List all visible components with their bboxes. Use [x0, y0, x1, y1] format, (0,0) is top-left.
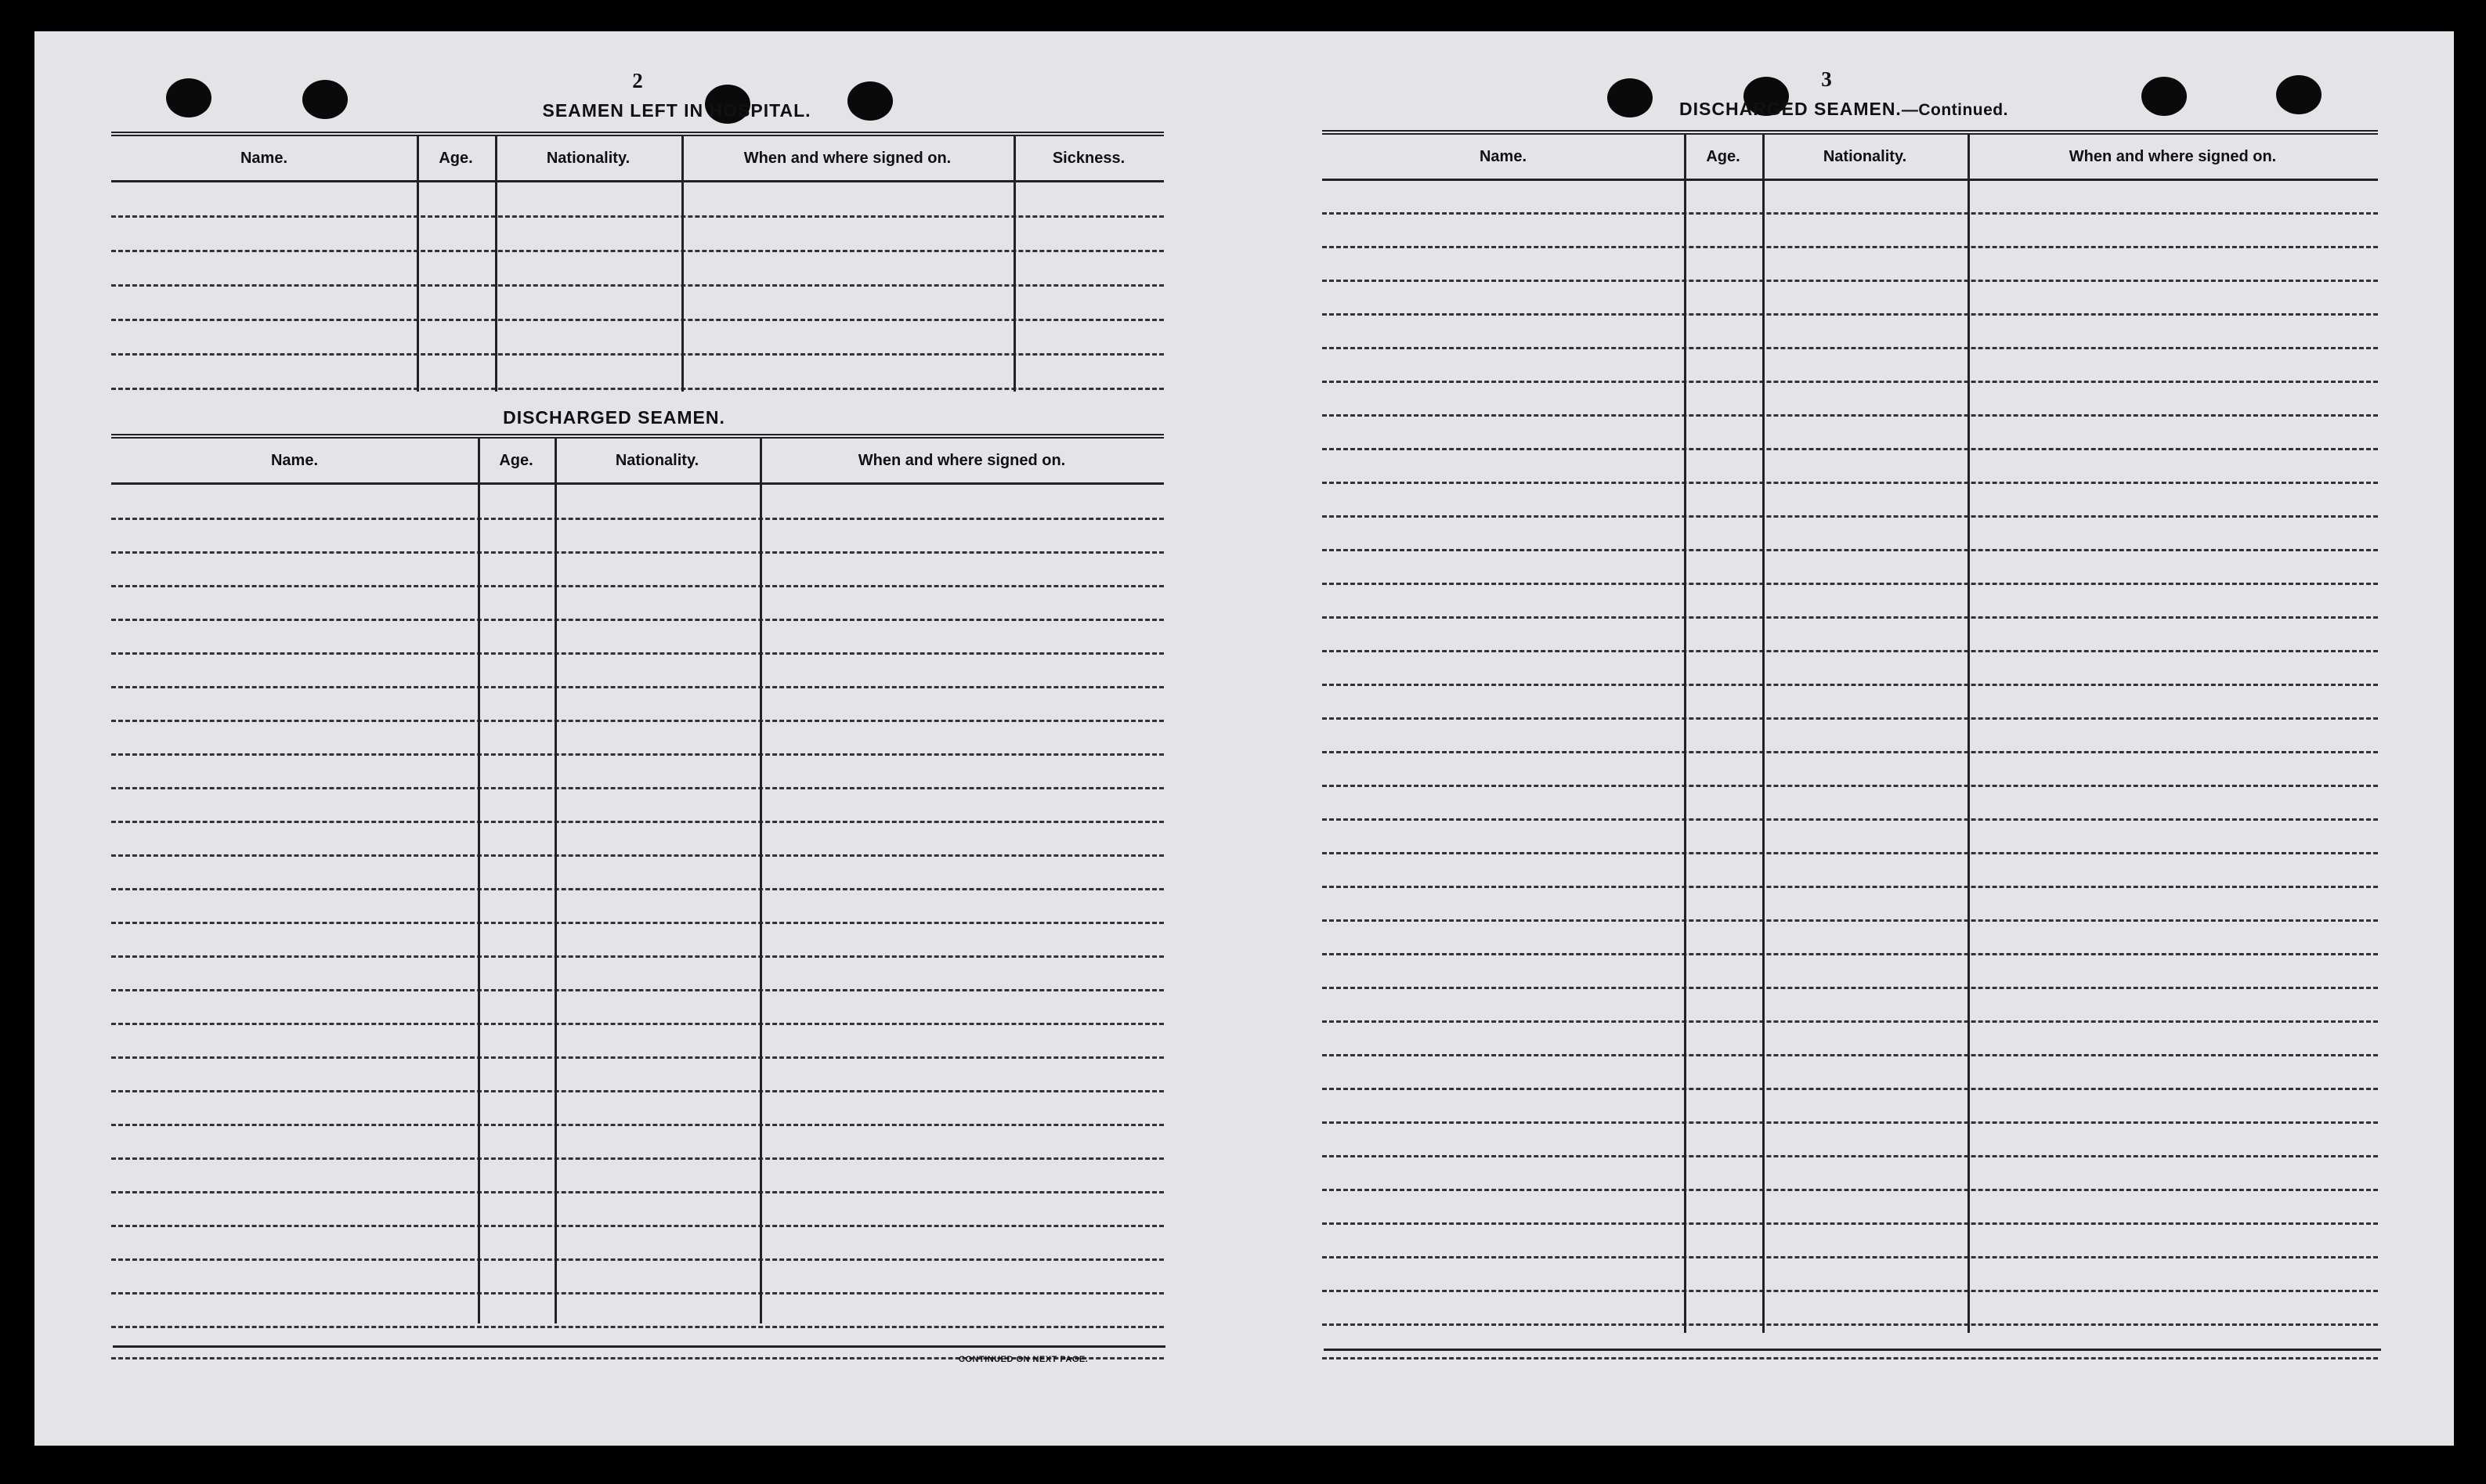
table-row	[1322, 1155, 2378, 1157]
table-row	[1322, 347, 2378, 349]
section-title-hospital: SEAMEN LEFT IN HOSPITAL.	[542, 100, 811, 121]
page-number: 2	[632, 69, 643, 92]
col-header-signed-on: When and where signed on.	[743, 150, 952, 167]
table-row	[1322, 751, 2378, 753]
column-divider	[1684, 135, 1686, 1333]
table-body	[111, 182, 1164, 394]
table-header	[111, 439, 1164, 485]
table-row	[111, 686, 1164, 688]
bottom-rule	[113, 1345, 1165, 1348]
table-row	[1322, 1088, 2378, 1090]
section-title-discharged: DISCHARGED SEAMEN.	[503, 407, 725, 428]
table-row	[111, 1191, 1164, 1193]
table-row	[111, 250, 1164, 252]
punch-hole	[2276, 75, 2322, 114]
continued-note: CONTINUED ON NEXT PAGE.	[959, 1355, 1089, 1364]
table-row	[1322, 246, 2378, 248]
table-row	[1322, 1323, 2378, 1326]
table-row	[1322, 684, 2378, 686]
table-row	[1322, 953, 2378, 955]
discharged-table	[111, 434, 1164, 1370]
column-divider	[495, 136, 497, 392]
page-number: 3	[1821, 67, 1832, 91]
punch-hole	[2141, 77, 2187, 116]
table-row	[1322, 280, 2378, 282]
table-row	[111, 215, 1164, 218]
column-divider	[478, 439, 480, 1323]
col-header-name: Name.	[1479, 148, 1527, 165]
table-row	[1322, 717, 2378, 720]
table-row	[1322, 1357, 2378, 1359]
table-row	[111, 585, 1164, 587]
table-row	[1322, 583, 2378, 585]
table-header	[1322, 135, 2378, 181]
col-header-signed-on: When and where signed on.	[858, 452, 1066, 469]
table-row	[1322, 212, 2378, 215]
table-row	[1322, 381, 2378, 383]
table-row	[1322, 1256, 2378, 1258]
table-row	[1322, 1222, 2378, 1225]
column-divider	[1762, 135, 1765, 1333]
table-header	[111, 136, 1164, 182]
table-row	[111, 353, 1164, 356]
col-header-nationality: Nationality.	[615, 452, 699, 469]
table-row	[1322, 515, 2378, 518]
col-header-age: Age.	[499, 452, 533, 469]
table-row	[1322, 1020, 2378, 1023]
column-divider	[555, 439, 557, 1323]
table-row	[1322, 852, 2378, 854]
table-row	[1322, 549, 2378, 551]
table-row	[111, 1023, 1164, 1025]
table-row	[111, 989, 1164, 991]
section-title-discharged-continued	[1601, 99, 2087, 120]
table-row	[111, 1292, 1164, 1294]
table-row	[111, 1225, 1164, 1227]
table-row	[111, 888, 1164, 890]
table-row	[111, 619, 1164, 621]
col-header-age: Age.	[1706, 148, 1740, 165]
table-row	[111, 1326, 1164, 1328]
table-row	[111, 854, 1164, 857]
table-row	[111, 787, 1164, 789]
table-row	[1322, 886, 2378, 888]
table-row	[1322, 1054, 2378, 1056]
discharged-continued-table	[1322, 130, 2378, 1379]
record-sheet	[34, 31, 2454, 1446]
col-header-nationality: Nationality.	[1823, 148, 1907, 165]
table-row	[1322, 448, 2378, 450]
table-row	[111, 551, 1164, 554]
table-body	[111, 485, 1164, 1370]
col-header-age: Age.	[439, 150, 473, 167]
table-row	[111, 1258, 1164, 1261]
col-header-name: Name.	[240, 150, 288, 167]
column-divider	[681, 136, 684, 392]
col-header-sickness: Sickness.	[1052, 150, 1126, 167]
section-title-suffix: —Continued.	[1901, 101, 2008, 119]
table-row	[111, 955, 1164, 958]
table-row	[111, 518, 1164, 520]
table-row	[111, 922, 1164, 924]
table-row	[1322, 1290, 2378, 1292]
table-row	[1322, 414, 2378, 417]
table-row	[1322, 987, 2378, 989]
bottom-rule	[1324, 1349, 2381, 1351]
table-row	[111, 284, 1164, 287]
table-row	[111, 1090, 1164, 1092]
col-header-signed-on: When and where signed on.	[2069, 148, 2277, 165]
table-row	[111, 1157, 1164, 1160]
table-row	[1322, 818, 2378, 821]
table-row	[1322, 482, 2378, 484]
table-row	[111, 388, 1164, 390]
table-row	[1322, 650, 2378, 652]
punch-hole	[166, 78, 211, 117]
table-row	[111, 1124, 1164, 1126]
table-row	[1322, 1121, 2378, 1124]
column-divider	[760, 439, 762, 1323]
table-row	[1322, 919, 2378, 922]
table-row	[1322, 616, 2378, 619]
column-divider	[1014, 136, 1016, 392]
column-divider	[1967, 135, 1970, 1333]
col-header-nationality: Nationality.	[546, 150, 631, 167]
table-row	[111, 753, 1164, 756]
table-row	[111, 821, 1164, 823]
table-body	[1322, 181, 2378, 1379]
table-row	[1322, 785, 2378, 787]
table-row	[111, 652, 1164, 655]
column-divider	[417, 136, 419, 392]
table-row	[111, 720, 1164, 722]
hospital-table	[111, 132, 1164, 394]
col-header-name: Name.	[270, 452, 319, 469]
table-row	[1322, 313, 2378, 316]
section-title-text: DISCHARGED SEAMEN.	[1679, 99, 1902, 119]
punch-hole	[302, 80, 348, 119]
table-row	[1322, 1189, 2378, 1191]
table-row	[111, 319, 1164, 321]
table-row	[111, 1056, 1164, 1059]
